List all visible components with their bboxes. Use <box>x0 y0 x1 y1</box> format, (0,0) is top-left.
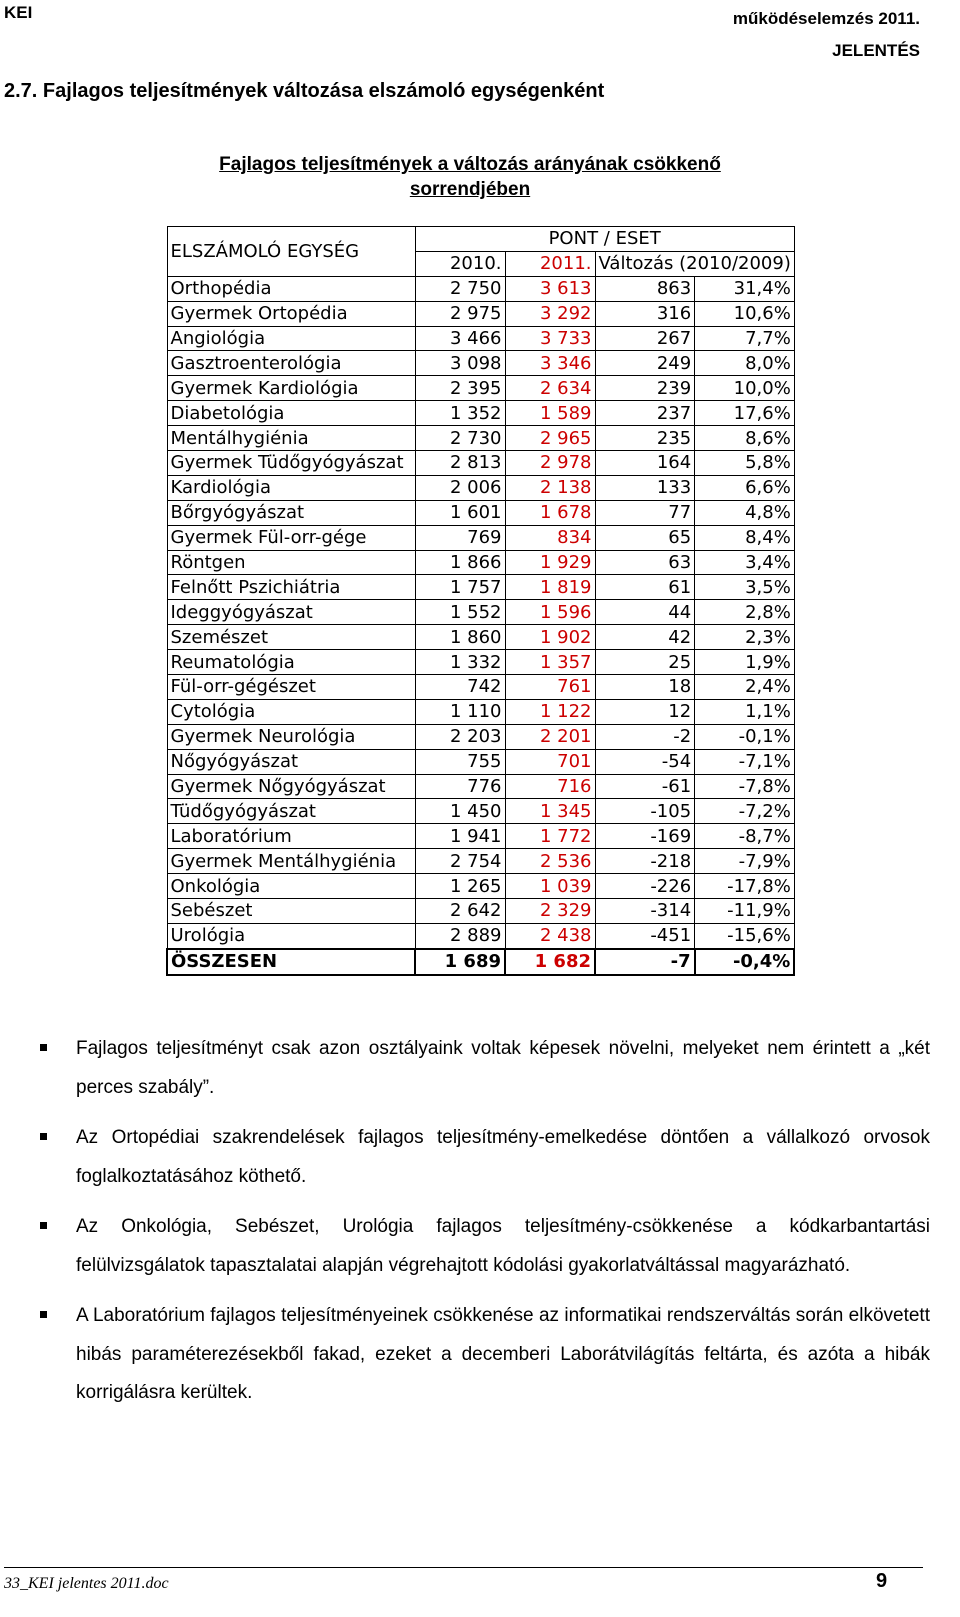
table-row <box>167 749 794 774</box>
table-title <box>180 152 760 202</box>
cell-unit: Mentálhygiénia <box>167 426 415 451</box>
header-org: KEI <box>4 3 33 22</box>
cell-2011: 1 039 <box>505 874 595 899</box>
cell-change-pct: -17,8% <box>695 874 795 899</box>
bullet-text: Fajlagos teljesítményt csak azon osztályaink voltak képesek növelni, melyeket nem érintett a „két perces szabály”. <box>76 1038 930 1098</box>
table-row <box>167 451 794 476</box>
bullet-text: Az Ortopédiai szakrendelések fajlagos teljesítmény-emelkedése döntően a vállalkozó orvosok foglalkoztatásához köthető. <box>76 1127 930 1187</box>
cell-2011: 1 819 <box>505 575 595 600</box>
cell-2010: 1 332 <box>415 650 505 675</box>
footer-filename: 33_KEI jelentes 2011.doc <box>4 1575 169 1592</box>
col-header-2010: 2010. <box>415 251 505 276</box>
cell-change: 44 <box>595 600 695 625</box>
cell-change: -226 <box>595 874 695 899</box>
cell-2011: 3 733 <box>505 326 595 351</box>
cell-change-pct: -0,1% <box>695 724 795 749</box>
col-header-change <box>595 251 794 276</box>
table-row <box>167 276 794 301</box>
table-row <box>167 500 794 525</box>
table-row <box>167 376 794 401</box>
cell-change-pct: 10,6% <box>695 301 795 326</box>
cell-change: -61 <box>595 774 695 799</box>
cell-change: 267 <box>595 326 695 351</box>
section-title: 2.7. Fajlagos teljesítmények változása elszámoló egységenként <box>4 80 605 102</box>
cell-change-pct: 10,0% <box>695 376 795 401</box>
cell-2011: 834 <box>505 525 595 550</box>
table-row <box>167 724 794 749</box>
table-row <box>167 550 794 575</box>
cell-2011: 1 596 <box>505 600 595 625</box>
table-row <box>167 575 794 600</box>
cell-change: -169 <box>595 824 695 849</box>
cell-change-pct: -15,6% <box>695 923 795 948</box>
cell-change-pct: 2,3% <box>695 625 795 650</box>
cell-change-pct: 2,4% <box>695 675 795 700</box>
col-header-unit: ELSZÁMOLÓ EGYSÉG <box>167 227 415 277</box>
cell-unit: Szemészet <box>167 625 415 650</box>
table-row <box>167 923 794 948</box>
cell-change: 235 <box>595 426 695 451</box>
cell-2011: 2 536 <box>505 849 595 874</box>
bullet-square-icon <box>40 1133 47 1140</box>
cell-2010: 2 754 <box>415 849 505 874</box>
cell-2010: 1 450 <box>415 799 505 824</box>
table-row <box>167 799 794 824</box>
cell-2010: 1 352 <box>415 401 505 426</box>
cell-unit: Fül-orr-gégészet <box>167 675 415 700</box>
table-row <box>167 774 794 799</box>
cell-unit: Angiológia <box>167 326 415 351</box>
cell-2011: 701 <box>505 749 595 774</box>
cell-unit: Gyermek Nőgyógyászat <box>167 774 415 799</box>
cell-change: 18 <box>595 675 695 700</box>
table-header-row <box>167 227 794 252</box>
col-header-change-period: (2010/2009) <box>679 253 791 275</box>
cell-change: 863 <box>595 276 695 301</box>
bullet-square-icon <box>40 1311 47 1318</box>
cell-change-pct: 8,0% <box>695 351 795 376</box>
cell-change-pct: 8,6% <box>695 426 795 451</box>
table-row <box>167 351 794 376</box>
cell-2010: 2 889 <box>415 923 505 948</box>
table-row <box>167 849 794 874</box>
header-report-line1: működéselemzés 2011. <box>732 9 920 28</box>
cell-2011: 2 329 <box>505 899 595 924</box>
cell-2010: 2 006 <box>415 475 505 500</box>
cell-change-pct: 5,8% <box>695 451 795 476</box>
col-header-group: PONT / ESET <box>415 227 794 252</box>
cell-change: 12 <box>595 699 695 724</box>
page-number: 9 <box>876 1570 888 1592</box>
cell-2011: 2 634 <box>505 376 595 401</box>
cell-2011: 3 346 <box>505 351 595 376</box>
cell-2011: 1 345 <box>505 799 595 824</box>
cell-2011: 1 902 <box>505 625 595 650</box>
cell-2011: 1 122 <box>505 699 595 724</box>
cell-2010: 1 860 <box>415 625 505 650</box>
table-row <box>167 824 794 849</box>
table-row <box>167 600 794 625</box>
bullet-square-icon <box>40 1222 47 1229</box>
cell-change: 316 <box>595 301 695 326</box>
cell-change-pct: -8,7% <box>695 824 795 849</box>
cell-unit: Kardiológia <box>167 475 415 500</box>
cell-2011: 2 978 <box>505 451 595 476</box>
cell-unit: Urológia <box>167 923 415 948</box>
table-row <box>167 699 794 724</box>
cell-change: -2 <box>595 724 695 749</box>
cell-unit: Gasztroenterológia <box>167 351 415 376</box>
cell-unit: Bőrgyógyászat <box>167 500 415 525</box>
cell-unit: Gyermek Ortopédia <box>167 301 415 326</box>
cell-2010: 2 730 <box>415 426 505 451</box>
footer-divider <box>4 1567 923 1568</box>
bullet-square-icon <box>40 1044 47 1051</box>
cell-change: -105 <box>595 799 695 824</box>
cell-2011: 1 682 <box>505 949 595 975</box>
cell-change-pct: 3,5% <box>695 575 795 600</box>
cell-change: 239 <box>595 376 695 401</box>
cell-change-pct: 17,6% <box>695 401 795 426</box>
cell-2010: 769 <box>415 525 505 550</box>
cell-change: 61 <box>595 575 695 600</box>
cell-change: 133 <box>595 475 695 500</box>
cell-2010: 2 395 <box>415 376 505 401</box>
cell-unit: Gyermek Kardiológia <box>167 376 415 401</box>
cell-change: -7 <box>595 949 695 975</box>
table-total-row <box>167 949 794 975</box>
performance-table <box>166 226 795 976</box>
cell-2010: 2 203 <box>415 724 505 749</box>
cell-change: 42 <box>595 625 695 650</box>
bullet-item <box>40 1030 930 1107</box>
cell-change: 237 <box>595 401 695 426</box>
cell-change: 164 <box>595 451 695 476</box>
cell-change: 65 <box>595 525 695 550</box>
cell-2010: 2 813 <box>415 451 505 476</box>
cell-change: 25 <box>595 650 695 675</box>
cell-2010: 2 975 <box>415 301 505 326</box>
cell-change-pct: 2,8% <box>695 600 795 625</box>
cell-unit: Cytológia <box>167 699 415 724</box>
cell-change-pct: 3,4% <box>695 550 795 575</box>
cell-change-pct: -0,4% <box>695 949 795 975</box>
bullet-item <box>40 1208 930 1285</box>
cell-2011: 3 613 <box>505 276 595 301</box>
cell-2011: 2 201 <box>505 724 595 749</box>
table-row <box>167 475 794 500</box>
cell-change: 77 <box>595 500 695 525</box>
cell-change: 249 <box>595 351 695 376</box>
cell-2011: 716 <box>505 774 595 799</box>
cell-unit: Gyermek Fül-orr-gége <box>167 525 415 550</box>
col-header-change-label: Változás <box>598 253 674 275</box>
cell-2011: 2 438 <box>505 923 595 948</box>
cell-change-pct: -7,2% <box>695 799 795 824</box>
bullet-list <box>40 1030 930 1425</box>
cell-2011: 1 929 <box>505 550 595 575</box>
bullet-item <box>40 1119 930 1196</box>
cell-2010: 755 <box>415 749 505 774</box>
cell-change-pct: 1,9% <box>695 650 795 675</box>
cell-change: -54 <box>595 749 695 774</box>
cell-change-pct: -7,1% <box>695 749 795 774</box>
cell-2010: 1 601 <box>415 500 505 525</box>
table-row <box>167 874 794 899</box>
cell-change-pct: 4,8% <box>695 500 795 525</box>
cell-unit: Tüdőgyógyászat <box>167 799 415 824</box>
cell-unit: Onkológia <box>167 874 415 899</box>
cell-change-pct: 8,4% <box>695 525 795 550</box>
cell-2010: 3 098 <box>415 351 505 376</box>
cell-2010: 1 866 <box>415 550 505 575</box>
cell-unit: Sebészet <box>167 899 415 924</box>
cell-change: -218 <box>595 849 695 874</box>
cell-2011: 761 <box>505 675 595 700</box>
cell-2010: 1 265 <box>415 874 505 899</box>
table-title-line2: sorrendjében <box>409 179 531 200</box>
col-header-2011: 2011. <box>505 251 595 276</box>
cell-2010: 2 750 <box>415 276 505 301</box>
cell-2010: 1 757 <box>415 575 505 600</box>
cell-change-pct: -11,9% <box>695 899 795 924</box>
cell-2011: 2 138 <box>505 475 595 500</box>
cell-2010: 3 466 <box>415 326 505 351</box>
table-row <box>167 326 794 351</box>
bullet-text: Az Onkológia, Sebészet, Urológia fajlagos teljesítmény-csökkenése a kódkarbantartási felülvizsgálatok tapasztalatai alapján végrehajtott kódolási gyakorlatváltással magyarázható. <box>76 1216 930 1276</box>
table-row <box>167 426 794 451</box>
cell-unit: Reumatológia <box>167 650 415 675</box>
cell-2010: 1 110 <box>415 699 505 724</box>
cell-change: 63 <box>595 550 695 575</box>
cell-2011: 3 292 <box>505 301 595 326</box>
bullet-text: A Laboratórium fajlagos teljesítményeinek csökkenése az informatikai rendszerváltás során elkövetett hibás paraméterezésekből fakad, ezeket a decemberi Laborátvilágítás feltárta, és azóta a hibák korrigálásra kerültek. <box>76 1305 930 1403</box>
header-report-line2: JELENTÉS <box>832 41 920 60</box>
cell-unit: Gyermek Mentálhygiénia <box>167 849 415 874</box>
cell-2011: 1 357 <box>505 650 595 675</box>
cell-change: -451 <box>595 923 695 948</box>
cell-2010: 1 689 <box>415 949 505 975</box>
table-row <box>167 650 794 675</box>
cell-2010: 2 642 <box>415 899 505 924</box>
cell-unit: Felnőtt Pszichiátria <box>167 575 415 600</box>
cell-2010: 1 552 <box>415 600 505 625</box>
cell-change: -314 <box>595 899 695 924</box>
cell-unit: Orthopédia <box>167 276 415 301</box>
cell-unit: ÖSSZESEN <box>167 949 415 975</box>
cell-2010: 742 <box>415 675 505 700</box>
cell-change-pct: -7,8% <box>695 774 795 799</box>
cell-2010: 776 <box>415 774 505 799</box>
cell-unit: Röntgen <box>167 550 415 575</box>
cell-unit: Gyermek Tüdőgyógyászat <box>167 451 415 476</box>
table-row <box>167 675 794 700</box>
cell-2011: 1 772 <box>505 824 595 849</box>
cell-unit: Diabetológia <box>167 401 415 426</box>
cell-2010: 1 941 <box>415 824 505 849</box>
cell-2011: 1 678 <box>505 500 595 525</box>
table-title-line1: Fajlagos teljesítmények a változás arányának csökkenő <box>219 154 721 175</box>
table-row <box>167 625 794 650</box>
cell-2011: 1 589 <box>505 401 595 426</box>
cell-unit: Laboratórium <box>167 824 415 849</box>
cell-change-pct: 31,4% <box>695 276 795 301</box>
table-row <box>167 301 794 326</box>
cell-change-pct: 7,7% <box>695 326 795 351</box>
bullet-item <box>40 1297 930 1413</box>
cell-unit: Gyermek Neurológia <box>167 724 415 749</box>
cell-unit: Ideggyógyászat <box>167 600 415 625</box>
cell-change-pct: -7,9% <box>695 849 795 874</box>
cell-unit: Nőgyógyászat <box>167 749 415 774</box>
cell-change-pct: 6,6% <box>695 475 795 500</box>
cell-2011: 2 965 <box>505 426 595 451</box>
cell-change-pct: 1,1% <box>695 699 795 724</box>
header-report-title <box>733 3 920 67</box>
table-row <box>167 525 794 550</box>
table-row <box>167 899 794 924</box>
table-row <box>167 401 794 426</box>
